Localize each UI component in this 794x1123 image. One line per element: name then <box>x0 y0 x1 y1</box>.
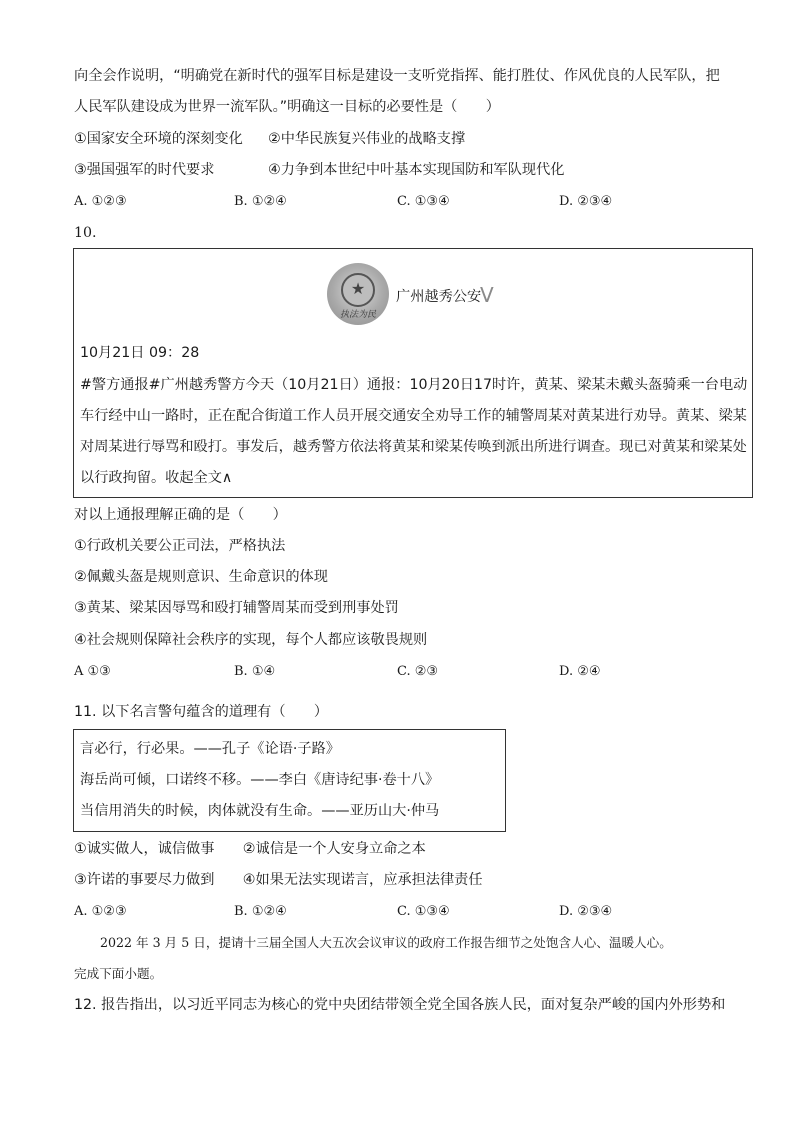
q9-item-2: ②中华民族复兴伟业的战略支撑 <box>268 131 466 147</box>
intro-line-1: 2022 年 3 月 5 日，提请十三届全国人大五次会议审议的政府工作报告细节之处饱含人心、温暖人心。 <box>100 935 672 950</box>
post-body-line-1: #警方通报#广州越秀警方今天（10月21日）通报：10月20日17时许，黄某、梁某未戴头盔骑乘一台电动 <box>80 377 748 393</box>
q10-item-2: ②佩戴头盔是规则意识、生命意识的体现 <box>74 569 328 585</box>
q9-option-a: A. ①②③ <box>74 194 127 209</box>
post-body-line-4: 以行政拘留。收起全文∧ <box>80 470 233 486</box>
q9-item-1: ①国家安全环境的深刻变化 <box>74 131 243 147</box>
q9-stem-line-1: 向全会作说明，“明确党在新时代的强军目标是建设一支听党指挥、能打胜仗、作风优良的人民军队，把 <box>74 68 720 84</box>
q11-quote-2: 海岳尚可倾，口诺终不移。——李白《唐诗纪事·卷十八》 <box>80 772 440 788</box>
q10-item-1: ①行政机关要公正司法，严格执法 <box>74 538 286 554</box>
q10-item-4: ④社会规则保障社会秩序的实现，每个人都应该敬畏规则 <box>74 632 428 648</box>
q11-option-a: A. ①②③ <box>74 904 127 919</box>
q11-option-b: B. ①②④ <box>234 904 287 919</box>
q9-stem-line-2: 人民军队建设成为世界一流军队。”明确这一目标的必要性是（ ） <box>74 99 500 115</box>
q12-stem: 12. 报告指出，以习近平同志为核心的党中央团结带领全党全国各族人民，面对复杂严峻的国内外形势和 <box>74 997 726 1013</box>
q11-option-d: D. ②③④ <box>559 904 613 919</box>
q11-stem: 11. 以下名言警句蕴含的道理有（ ） <box>74 704 329 720</box>
q9-option-b: B. ①②④ <box>234 194 287 209</box>
q10-number: 10. <box>74 225 97 241</box>
post-account-name: 广州越秀公安 <box>396 289 482 305</box>
post-body-line-2: 车行经中山一路时，正在配合街道工作人员开展交通安全劝导工作的辅警周某对黄某进行劝导。黄某、梁某 <box>80 408 747 424</box>
emblem-icon: ★ <box>341 273 375 307</box>
q11-items-line-1: ①诚实做人，诚信做事 ②诚信是一个人安身立命之本 <box>74 841 426 857</box>
q9-option-d: D. ②③④ <box>559 194 613 209</box>
q10-item-3: ③黄某、梁某因辱骂和殴打辅警周某而受到刑事处罚 <box>74 600 399 616</box>
q11-items-line-2: ③许诺的事要尽力做到 ④如果无法实现诺言，应承担法律责任 <box>74 872 483 888</box>
q9-option-c: C. ①③④ <box>397 194 450 209</box>
q11-quote-1: 言必行，行必果。——孔子《论语·子路》 <box>80 741 340 757</box>
police-badge-icon <box>327 263 389 325</box>
badge-lettering: 执法为民 <box>339 310 376 320</box>
q11-option-c: C. ①③④ <box>397 904 450 919</box>
post-time: 10月21日 09：28 <box>80 345 200 361</box>
intro-line-2: 完成下面小题。 <box>74 966 163 981</box>
q9-item-4: ④力争到本世纪中叶基本实现国防和军队现代化 <box>268 162 565 178</box>
verified-icon: V <box>480 283 494 307</box>
q10-option-b: B. ①④ <box>234 664 276 679</box>
q10-post-card <box>73 248 753 498</box>
post-body-line-3: 对周某进行辱骂和殴打。事发后，越秀警方依法将黄某和梁某传唤到派出所进行调查。现已对黄某和梁某处 <box>80 439 747 455</box>
q10-option-c: C. ②③ <box>397 664 439 679</box>
q9-item-3: ③强国强军的时代要求 <box>74 162 215 178</box>
q11-quote-3: 当信用消失的时候，肉体就没有生命。——亚历山大·仲马 <box>80 803 440 819</box>
q10-option-a: A ①③ <box>74 664 111 679</box>
q10-stem: 对以上通报理解正确的是（ ） <box>74 507 287 523</box>
q10-option-d: D. ②④ <box>559 664 601 679</box>
